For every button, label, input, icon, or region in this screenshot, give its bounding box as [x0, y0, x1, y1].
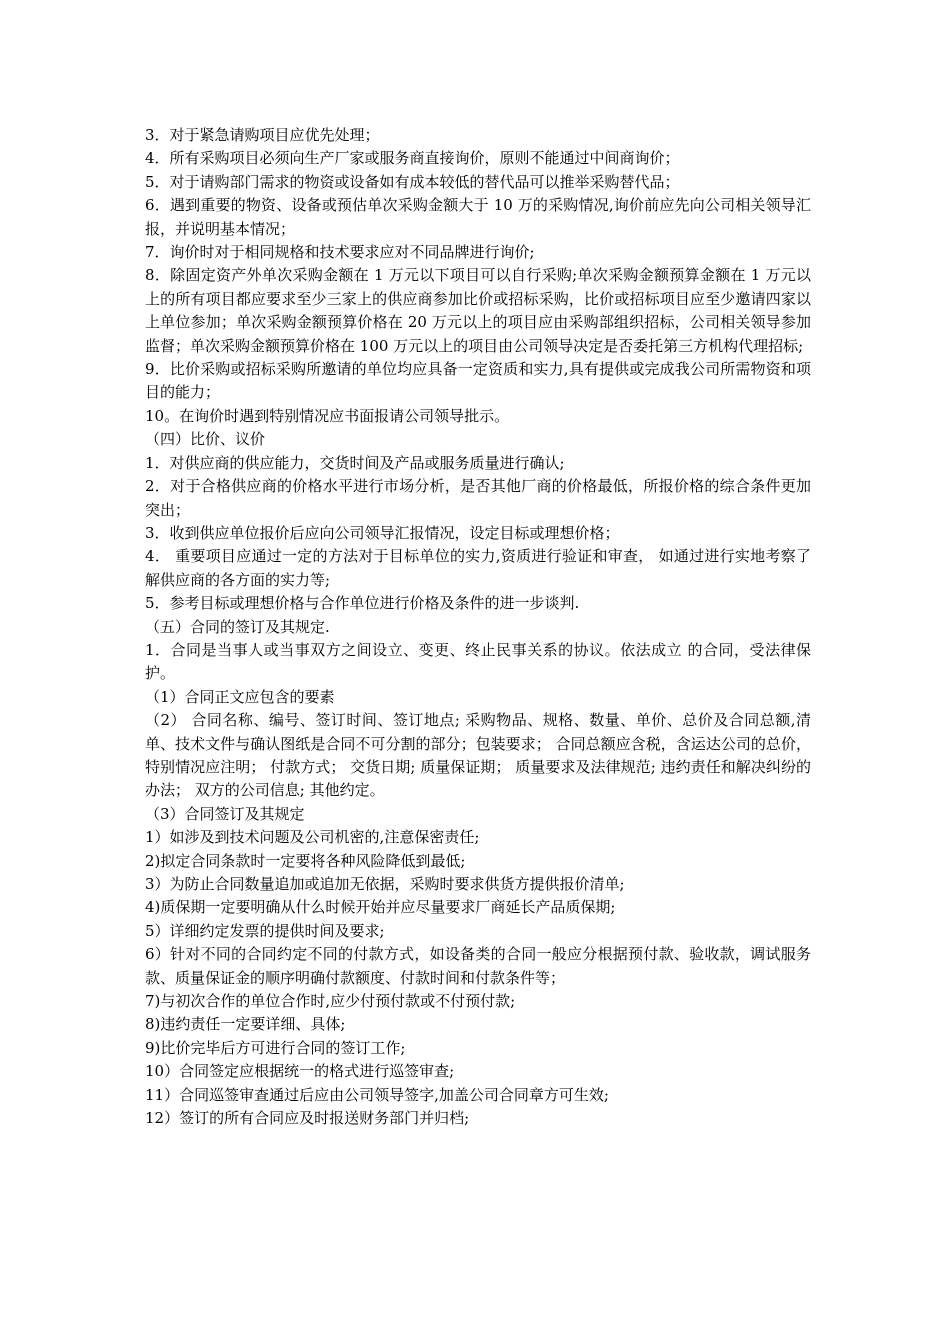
paragraph: （2） 合同名称、编号、签订时间、签订地点; 采购物品、规格、数量、单价、总价及合同总额,清单、技术文件与确认图纸是合同不可分割的部分；包装要求； 合同总额应含税，含运达公司的总价，特别情况应注明； 付款方式； 交货日期; 质量保证期； 质量要求及法律规范; 违约责任和解决纠纷的办法； 双方的公司信息; 其他约定。: [145, 711, 811, 800]
paragraph: 10）合同签定应根据统一的格式进行巡签审查;: [145, 1062, 455, 1081]
paragraph: 4． 重要项目应通过一定的方法对于目标单位的实力,资质进行验证和审查， 如通过进行实地考察了解供应商的各方面的实力等;: [145, 547, 811, 589]
paragraph: 8)违约责任一定要详细、具体;: [145, 1015, 346, 1034]
paragraph: 2)拟定合同条款时一定要将各种风险降低到最低;: [145, 851, 466, 870]
paragraph: 1．对供应商的供应能力，交货时间及产品或服务质量进行确认;: [145, 453, 565, 472]
paragraph: 5．参考目标或理想价格与合作单位进行价格及条件的进一步谈判.: [145, 594, 580, 613]
paragraph: 4．所有采购项目必须向生产厂家或服务商直接询价，原则不能通过中间商询价；: [145, 149, 680, 168]
paragraph: 1）如涉及到技术问题及公司机密的,注意保密责任;: [145, 828, 480, 847]
subsection-heading: （1）合同正文应包含的要素: [145, 687, 335, 706]
paragraph: 8．除固定资产外单次采购金额在 1 万元以下项目可以自行采购;单次采购金额预算金额在 1 万元以上的所有项目都应要求至少三家上的供应商参加比价或招标采购，比价或招标项目应至少邀请四家以上单位参加；单次采购金额预算价格在 20 万元以上的项目应由采购部组织招标，公司相关领导参加监督；单次采购金额预算价格在 100 万元以上的项目由公司领导决定是否委托第三方机构代理招标;: [145, 266, 811, 355]
paragraph: 3）为防止合同数量追加或追加无依据，采购时要求供货方提供报价清单;: [145, 875, 625, 893]
paragraph: 9)比价完毕后方可进行合同的签订工作;: [145, 1038, 406, 1057]
paragraph: 4)质保期一定要明确从什么时候开始并应尽量要求厂商延长产品质保期;: [145, 898, 616, 917]
subsection-heading: （3）合同签订及其规定: [145, 804, 305, 823]
paragraph: 7．询价时对于相同规格和技术要求应对不同品牌进行询价;: [145, 243, 535, 262]
paragraph: 5）详细约定发票的提供时间及要求;: [145, 921, 385, 940]
paragraph: 1．合同是当事人或当事双方之间设立、变更、终止民事关系的协议。依法成立 的合同，受法律保护。: [145, 640, 811, 683]
paragraph: 3．对于紧急请购项目应优先处理；: [145, 126, 380, 144]
paragraph: 2．对于合格供应商的价格水平进行市场分析，是否其他厂商的价格最低，所报价格的综合条件更加突出；: [145, 477, 811, 519]
paragraph: 12）签订的所有合同应及时报送财务部门并归档;: [145, 1109, 470, 1128]
section-heading: （四）比价、议价: [145, 430, 266, 449]
section-heading: （五）合同的签订及其规定.: [145, 617, 330, 636]
paragraph: 7)与初次合作的单位合作时,应少付预付款或不付预付款;: [145, 992, 516, 1011]
paragraph: 3．收到供应单位报价后应向公司领导汇报情况，设定目标或理想价格；: [145, 523, 620, 542]
paragraph: 6）针对不同的合同约定不同的付款方式，如设备类的合同一般应分根据预付款、验收款，调试服务款、质量保证金的顺序明确付款额度、付款时间和付款条件等；: [145, 945, 811, 987]
paragraph: 5．对于请购部门需求的物资或设备如有成本较低的替代品可以推举采购替代品；: [145, 172, 680, 191]
paragraph: 11）合同巡签审查通过后应由公司领导签字,加盖公司合同章方可生效;: [145, 1085, 609, 1104]
paragraph: 6．遇到重要的物资、设备或预估单次采购金额大于 10 万的采购情况,询价前应先向公司相关领导汇报，并说明基本情况；: [145, 196, 811, 238]
paragraph: 9．比价采购或招标采购所邀请的单位均应具备一定资质和实力,具有提供或完成我公司所需物资和项目的能力；: [145, 360, 811, 402]
paragraph: 10。在询价时遇到特别情况应书面报请公司领导批示。: [145, 406, 510, 425]
document-body: [145, 124, 811, 1130]
